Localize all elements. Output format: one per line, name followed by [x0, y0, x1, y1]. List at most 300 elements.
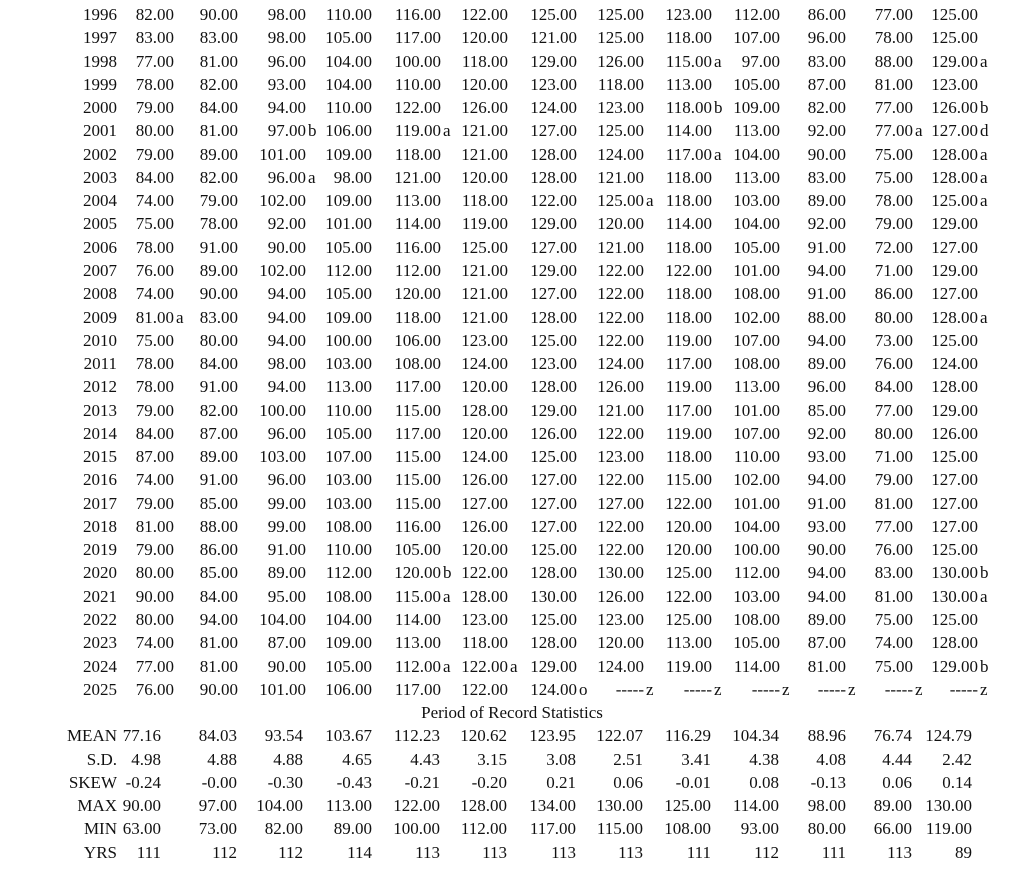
value-cell: 123.00 [597, 610, 644, 630]
value-cell: 89.00 [807, 610, 846, 630]
flag-cell: a [915, 121, 923, 141]
value-cell: 128.00 [931, 167, 978, 187]
value-cell: 98.00 [267, 28, 306, 48]
value-cell: 127.00 [530, 237, 577, 257]
value-cell: 100.00 [733, 540, 780, 560]
value-cell: 91.00 [807, 237, 846, 257]
value-cell: 121.00 [530, 28, 577, 48]
value-cell: 98.00 [267, 354, 306, 374]
flag-cell: a [980, 307, 988, 327]
value-cell: 88.00 [807, 307, 846, 327]
stats-row [0, 771, 1024, 794]
stat-value: 116.29 [664, 726, 711, 746]
value-cell: 95.00 [267, 586, 306, 606]
value-cell: 81.00 [874, 493, 913, 513]
value-cell: 126.00 [530, 423, 577, 443]
value-cell: 79.00 [199, 191, 238, 211]
value-cell: 94.00 [807, 470, 846, 490]
value-cell: 120.00 [461, 423, 508, 443]
stat-value: 114.00 [732, 796, 779, 816]
value-cell: 87.00 [135, 447, 174, 467]
value-cell: 82.00 [199, 74, 238, 94]
stat-value: 112.23 [393, 726, 440, 746]
stat-value: 124.79 [925, 726, 972, 746]
value-cell: 105.00 [325, 284, 372, 304]
value-cell: 96.00 [267, 423, 306, 443]
value-cell: 91.00 [807, 493, 846, 513]
year-cell: 2017 [83, 493, 117, 513]
value-cell: 106.00 [325, 121, 372, 141]
value-cell: 120.00 [597, 633, 644, 653]
value-cell: 81.00 [199, 51, 238, 71]
year-cell: 2000 [83, 98, 117, 118]
value-cell: 129.00 [931, 214, 978, 234]
table-row [0, 561, 1024, 584]
value-cell: 90.00 [199, 679, 238, 699]
stat-value: 63.00 [122, 819, 161, 839]
value-cell: 74.00 [135, 284, 174, 304]
stat-value: 73.00 [198, 819, 237, 839]
table-row [0, 166, 1024, 189]
value-cell: 125.00 [931, 540, 978, 560]
value-cell: 114.00 [665, 214, 712, 234]
stat-value: 93.00 [740, 819, 779, 839]
value-cell: 90.00 [807, 144, 846, 164]
year-cell: 2019 [83, 540, 117, 560]
value-cell: 81.00 [874, 74, 913, 94]
value-cell: 119.00 [665, 423, 712, 443]
value-cell: 113.00 [394, 633, 441, 653]
value-cell: 110.00 [325, 540, 372, 560]
year-cell: 2006 [83, 237, 117, 257]
value-cell: 108.00 [325, 586, 372, 606]
value-cell: 87.00 [267, 633, 306, 653]
value-cell: 130.00 [931, 563, 978, 583]
table-row [0, 399, 1024, 422]
stat-value: 115.00 [596, 819, 643, 839]
value-cell: 121.00 [597, 400, 644, 420]
flag-cell: a [308, 167, 316, 187]
table-row [0, 3, 1024, 26]
flag-cell: a [646, 191, 654, 211]
value-cell: 125.00 [931, 191, 978, 211]
value-cell: 126.00 [461, 98, 508, 118]
flag-cell: a [980, 586, 988, 606]
stat-value: 3.08 [546, 749, 576, 769]
year-cell: 2009 [83, 307, 117, 327]
value-cell: 118.00 [394, 144, 441, 164]
value-cell: 81.00 [135, 307, 174, 327]
flag-cell: a [980, 51, 988, 71]
value-cell: 128.00 [931, 144, 978, 164]
stat-value: 2.42 [942, 749, 972, 769]
year-cell: 2021 [83, 586, 117, 606]
value-cell: 94.00 [267, 307, 306, 327]
value-cell: 129.00 [530, 656, 577, 676]
value-cell: 120.00 [461, 28, 508, 48]
value-cell: 112.00 [733, 563, 780, 583]
year-cell: 2001 [83, 121, 117, 141]
value-cell: 128.00 [530, 307, 577, 327]
stat-value: 113 [482, 842, 507, 862]
value-cell: 84.00 [199, 354, 238, 374]
stat-value: 2.51 [613, 749, 643, 769]
value-cell: 112.00 [394, 260, 441, 280]
year-cell: 2024 [83, 656, 117, 676]
value-cell: 125.00 [530, 610, 577, 630]
value-cell: 118.00 [394, 307, 441, 327]
value-cell: 74.00 [135, 633, 174, 653]
year-cell: 2015 [83, 447, 117, 467]
value-cell: 85.00 [807, 400, 846, 420]
stat-value: 125.00 [664, 796, 711, 816]
value-cell: 84.00 [199, 586, 238, 606]
stat-value: 89.00 [333, 819, 372, 839]
stat-value: 113 [887, 842, 912, 862]
value-cell: 85.00 [199, 563, 238, 583]
stat-label: MIN [83, 819, 117, 839]
value-cell: 90.00 [135, 586, 174, 606]
year-cell: 2002 [83, 144, 117, 164]
value-cell: 112.00 [733, 5, 780, 24]
flag-cell: z [915, 679, 923, 699]
value-cell: 100.00 [259, 400, 306, 420]
value-cell: 118.00 [665, 447, 712, 467]
value-cell: 96.00 [267, 167, 306, 187]
stat-value: 130.00 [925, 796, 972, 816]
stat-value: 111 [821, 842, 846, 862]
value-cell: 89.00 [199, 260, 238, 280]
value-cell: 117.00 [665, 400, 712, 420]
flag-cell: z [980, 679, 988, 699]
flag-cell: a [980, 144, 988, 164]
value-cell: 122.00 [461, 656, 508, 676]
value-cell: 87.00 [807, 633, 846, 653]
value-cell: 84.00 [199, 98, 238, 118]
value-cell: 118.00 [665, 191, 712, 211]
value-cell: 125.00 [931, 28, 978, 48]
value-cell: 118.00 [665, 237, 712, 257]
value-cell: 113.00 [733, 377, 780, 397]
value-cell: 94.00 [807, 563, 846, 583]
value-cell: 113.00 [325, 377, 372, 397]
stat-label: YRS [83, 842, 117, 862]
stat-value: 119.00 [925, 819, 972, 839]
value-cell: 124.00 [597, 656, 644, 676]
stat-value: 4.08 [816, 749, 846, 769]
value-cell: 118.00 [597, 74, 644, 94]
value-cell: 92.00 [807, 423, 846, 443]
value-cell: 73.00 [874, 330, 913, 350]
value-cell: 120.00 [461, 167, 508, 187]
year-cell: 1997 [83, 28, 117, 48]
value-cell: 120.00 [394, 284, 441, 304]
value-cell: 122.00 [461, 679, 508, 699]
value-cell: 114.00 [394, 610, 441, 630]
value-cell: 129.00 [931, 260, 978, 280]
value-cell: 112.00 [325, 563, 372, 583]
value-cell: 124.00 [530, 679, 577, 699]
value-cell: 76.00 [874, 540, 913, 560]
flag-cell: a [176, 307, 184, 327]
value-cell: 127.00 [530, 470, 577, 490]
value-cell: 122.00 [597, 540, 644, 560]
value-cell: 118.00 [665, 28, 712, 48]
value-cell: 81.00 [199, 656, 238, 676]
flag-cell: b [980, 656, 989, 676]
value-cell: 123.00 [461, 330, 508, 350]
value-cell: 96.00 [267, 51, 306, 71]
value-cell: 80.00 [874, 307, 913, 327]
year-cell: 2023 [83, 633, 117, 653]
value-cell: 71.00 [874, 260, 913, 280]
flag-cell: a [443, 586, 451, 606]
value-cell: ----- [751, 679, 780, 699]
flag-cell: a [510, 656, 518, 676]
value-cell: 118.00 [461, 191, 508, 211]
stat-value: 104.34 [732, 726, 779, 746]
value-cell: 123.00 [665, 5, 712, 24]
value-cell: 106.00 [325, 679, 372, 699]
value-cell: 91.00 [199, 470, 238, 490]
value-cell: 98.00 [333, 167, 372, 187]
value-cell: 94.00 [807, 330, 846, 350]
value-cell: 115.00 [665, 470, 712, 490]
value-cell: 78.00 [874, 191, 913, 211]
value-cell: 121.00 [597, 167, 644, 187]
table-row [0, 189, 1024, 212]
stat-value: -0.20 [471, 772, 507, 792]
value-cell: 90.00 [199, 5, 238, 24]
value-cell: 78.00 [135, 354, 174, 374]
value-cell: 122.00 [597, 260, 644, 280]
value-cell: 79.00 [135, 144, 174, 164]
value-cell: 89.00 [807, 354, 846, 374]
table-row [0, 608, 1024, 631]
value-cell: 123.00 [597, 447, 644, 467]
table-row [0, 492, 1024, 515]
value-cell: 130.00 [530, 586, 577, 606]
year-cell: 2025 [83, 679, 117, 699]
stat-value: -0.00 [201, 772, 237, 792]
stat-value: 111 [136, 842, 161, 862]
value-cell: 127.00 [597, 493, 644, 513]
value-cell: 99.00 [267, 516, 306, 536]
value-cell: 117.00 [394, 679, 441, 699]
value-cell: 120.00 [665, 540, 712, 560]
value-cell: 88.00 [874, 51, 913, 71]
value-cell: 123.00 [530, 354, 577, 374]
stat-value: 97.00 [198, 796, 237, 816]
table-row [0, 468, 1024, 491]
value-cell: 72.00 [874, 237, 913, 257]
value-cell: 120.00 [461, 74, 508, 94]
table-row [0, 515, 1024, 538]
value-cell: 126.00 [597, 377, 644, 397]
value-cell: 122.00 [597, 423, 644, 443]
value-cell: 78.00 [135, 237, 174, 257]
value-cell: 79.00 [874, 214, 913, 234]
stat-value: 66.00 [873, 819, 912, 839]
value-cell: 83.00 [874, 563, 913, 583]
value-cell: 101.00 [259, 144, 306, 164]
value-cell: 120.00 [461, 377, 508, 397]
value-cell: 80.00 [874, 423, 913, 443]
flag-cell: o [579, 679, 588, 699]
value-cell: 125.00 [931, 330, 978, 350]
value-cell: 119.00 [394, 121, 441, 141]
value-cell: 125.00 [530, 447, 577, 467]
value-cell: 76.00 [874, 354, 913, 374]
flag-cell: z [646, 679, 654, 699]
value-cell: 109.00 [325, 633, 372, 653]
value-cell: 94.00 [807, 586, 846, 606]
value-cell: 79.00 [135, 540, 174, 560]
stat-value: 84.03 [198, 726, 237, 746]
value-cell: 106.00 [394, 330, 441, 350]
table-row [0, 306, 1024, 329]
stat-value: 103.67 [325, 726, 372, 746]
stat-value: 120.62 [460, 726, 507, 746]
value-cell: 107.00 [733, 330, 780, 350]
value-cell: 87.00 [199, 423, 238, 443]
value-cell: 126.00 [931, 98, 978, 118]
value-cell: 123.00 [931, 74, 978, 94]
value-cell: 75.00 [135, 214, 174, 234]
value-cell: 89.00 [267, 563, 306, 583]
value-cell: 78.00 [199, 214, 238, 234]
value-cell: 81.00 [199, 121, 238, 141]
stat-value: 98.00 [807, 796, 846, 816]
value-cell: 86.00 [874, 284, 913, 304]
value-cell: 75.00 [874, 167, 913, 187]
table-row [0, 236, 1024, 259]
value-cell: 74.00 [135, 470, 174, 490]
value-cell: 124.00 [597, 354, 644, 374]
table-row [0, 585, 1024, 608]
stat-value: 104.00 [256, 796, 303, 816]
value-cell: 122.00 [665, 260, 712, 280]
value-cell: ----- [949, 679, 978, 699]
year-cell: 2004 [83, 191, 117, 211]
stat-value: 0.06 [882, 772, 912, 792]
value-cell: 99.00 [267, 493, 306, 513]
value-cell: 128.00 [530, 167, 577, 187]
year-cell: 2018 [83, 516, 117, 536]
value-cell: 118.00 [665, 284, 712, 304]
stat-value: 111 [686, 842, 711, 862]
value-cell: 94.00 [199, 610, 238, 630]
value-cell: 122.00 [597, 307, 644, 327]
value-cell: 105.00 [325, 656, 372, 676]
flag-cell: z [848, 679, 856, 699]
value-cell: 129.00 [530, 400, 577, 420]
value-cell: 113.00 [665, 74, 712, 94]
flag-cell: a [980, 167, 988, 187]
stat-value: -0.01 [675, 772, 711, 792]
value-cell: 102.00 [259, 260, 306, 280]
value-cell: 105.00 [325, 423, 372, 443]
stat-value: 76.74 [873, 726, 912, 746]
stat-value: 113 [415, 842, 440, 862]
value-cell: 124.00 [931, 354, 978, 374]
value-cell: 71.00 [874, 447, 913, 467]
stats-row [0, 841, 1024, 864]
value-cell: 105.00 [325, 28, 372, 48]
value-cell: 122.00 [597, 284, 644, 304]
value-cell: 101.00 [259, 679, 306, 699]
value-cell: 129.00 [931, 51, 978, 71]
value-cell: 125.00 [665, 610, 712, 630]
value-cell: 125.00 [931, 447, 978, 467]
value-cell: 77.00 [874, 400, 913, 420]
value-cell: 103.00 [733, 191, 780, 211]
value-cell: 86.00 [807, 5, 846, 24]
value-cell: 117.00 [394, 377, 441, 397]
value-cell: 121.00 [394, 167, 441, 187]
value-cell: 90.00 [267, 237, 306, 257]
value-cell: 94.00 [267, 330, 306, 350]
value-cell: 85.00 [199, 493, 238, 513]
value-cell: 91.00 [807, 284, 846, 304]
value-cell: 84.00 [874, 377, 913, 397]
value-cell: 107.00 [325, 447, 372, 467]
stat-label: S.D. [86, 749, 117, 769]
table-row [0, 422, 1024, 445]
value-cell: 128.00 [931, 377, 978, 397]
stat-value: 122.07 [596, 726, 643, 746]
value-cell: 90.00 [199, 284, 238, 304]
value-cell: 100.00 [394, 51, 441, 71]
value-cell: 109.00 [733, 98, 780, 118]
value-cell: 105.00 [325, 237, 372, 257]
value-cell: 119.00 [461, 214, 508, 234]
value-cell: 125.00 [597, 121, 644, 141]
value-cell: 122.00 [597, 470, 644, 490]
value-cell: 127.00 [931, 493, 978, 513]
value-cell: 113.00 [733, 121, 780, 141]
flag-cell: b [308, 121, 317, 141]
value-cell: 118.00 [665, 307, 712, 327]
value-cell: 120.00 [394, 563, 441, 583]
value-cell: 120.00 [665, 516, 712, 536]
flag-cell: a [443, 121, 451, 141]
value-cell: 109.00 [325, 144, 372, 164]
stat-value: 4.43 [410, 749, 440, 769]
value-cell: 119.00 [665, 330, 712, 350]
value-cell: 127.00 [931, 284, 978, 304]
flag-cell: a [980, 191, 988, 211]
stat-value: 90.00 [122, 796, 161, 816]
value-cell: 127.00 [530, 284, 577, 304]
value-cell: 125.00 [931, 610, 978, 630]
year-cell: 2007 [83, 260, 117, 280]
stat-value: 113 [618, 842, 643, 862]
value-cell: 119.00 [665, 377, 712, 397]
value-cell: 97.00 [741, 51, 780, 71]
value-cell: 93.00 [267, 74, 306, 94]
value-cell: 122.00 [394, 98, 441, 118]
value-cell: 121.00 [597, 237, 644, 257]
stat-value: 0.08 [749, 772, 779, 792]
value-cell: 126.00 [461, 516, 508, 536]
stat-value: 0.06 [613, 772, 643, 792]
year-cell: 1999 [83, 74, 117, 94]
year-cell: 2011 [83, 354, 117, 374]
table-row [0, 375, 1024, 398]
value-cell: 100.00 [325, 330, 372, 350]
value-cell: 102.00 [259, 191, 306, 211]
